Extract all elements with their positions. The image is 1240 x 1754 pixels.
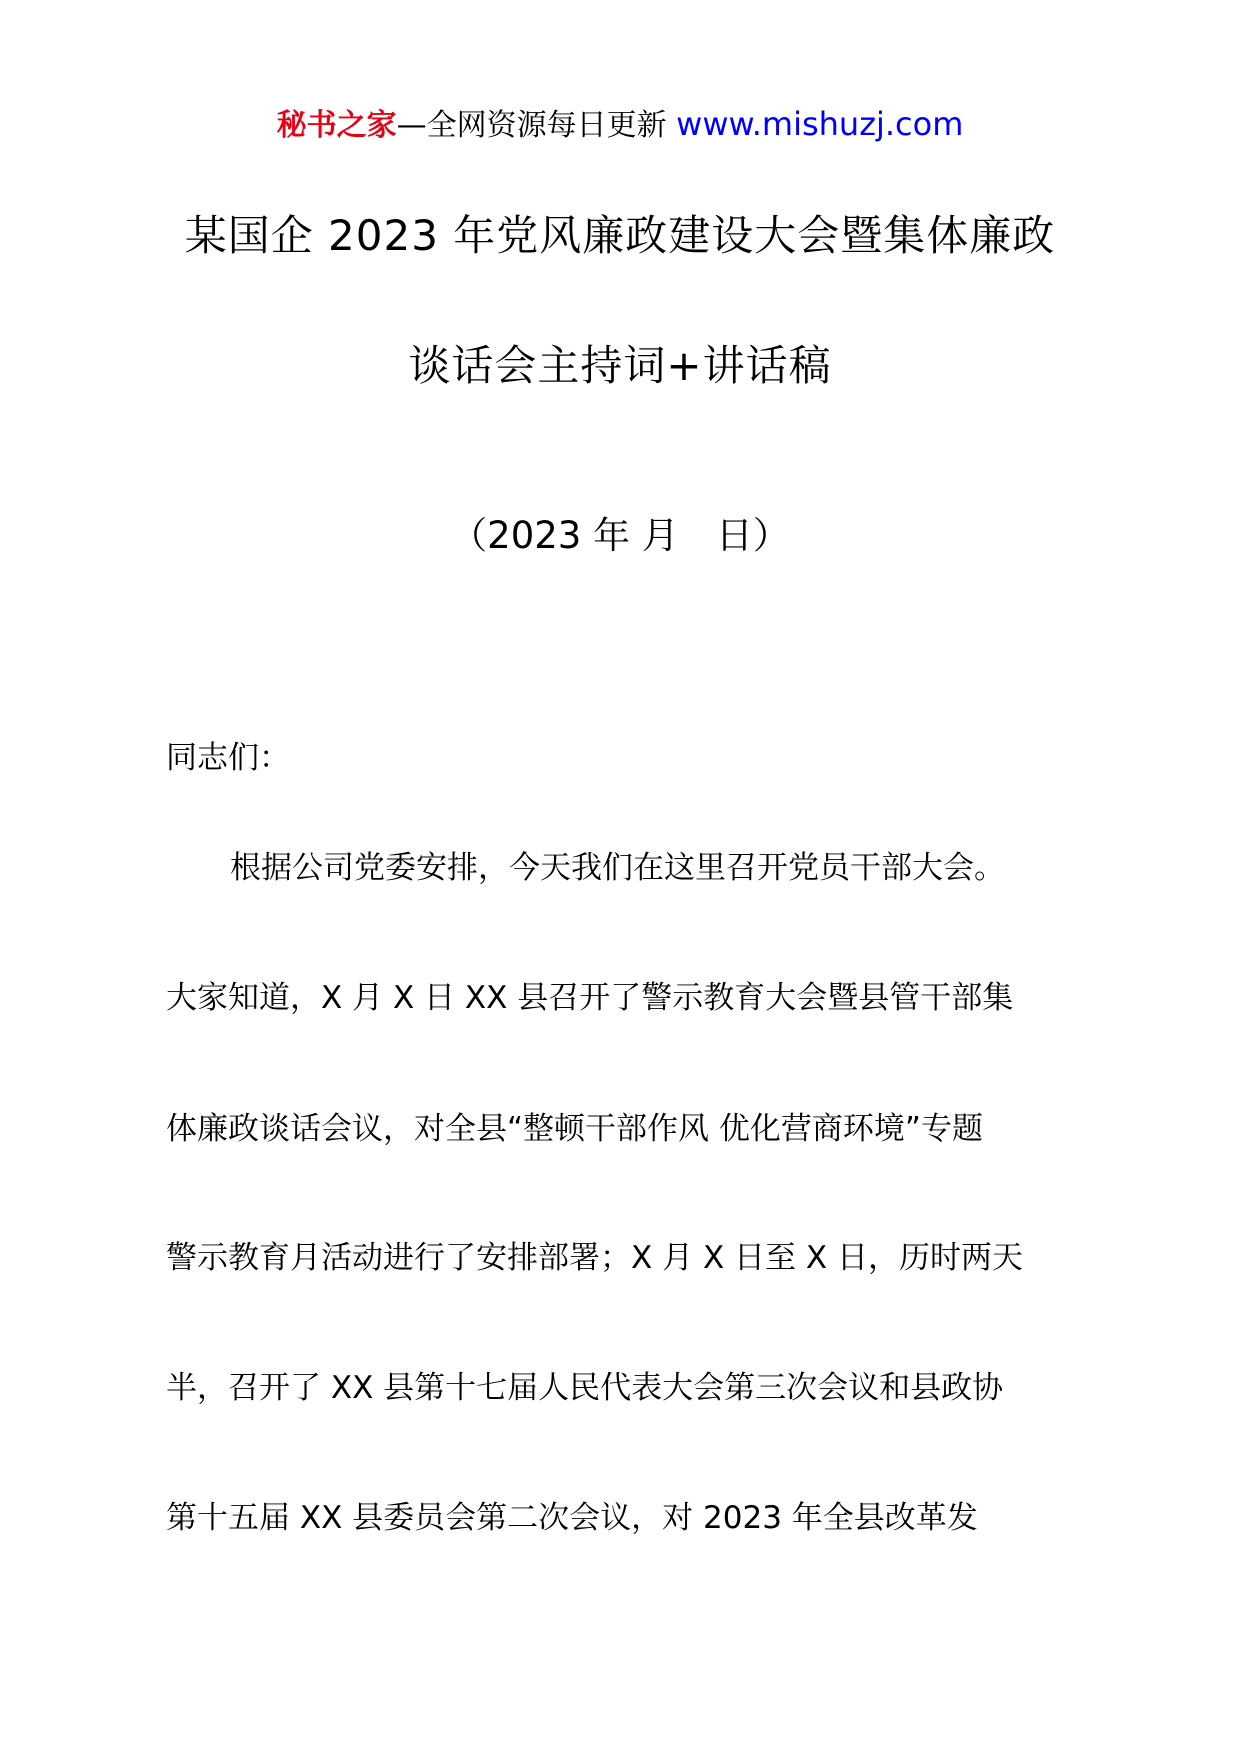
body-line-2: 大家知道，X 月 X 日 XX 县召开了警示教育大会暨县管干部集 [166,980,1014,1016]
body-line-6: 第十五届 XX 县委员会第二次会议，对 2023 年全县改革发 [166,1500,978,1536]
document-title-line-1: 某国企 2023 年党风廉政建设大会暨集体廉政 [184,211,1056,260]
body-line-5: 半，召开了 XX 县第十七届人民代表大会第三次会议和县政协 [166,1370,1004,1406]
body-line-4: 警示教育月活动进行了安排部署；X 月 X 日至 X 日，历时两天 [166,1240,1023,1276]
salutation: 同志们： [166,740,290,776]
site-url-link[interactable]: www.mishuzj.com [676,105,964,143]
site-slogan: —全网资源每日更新 [396,108,677,143]
document-title-line-2: 谈话会主持词+讲话稿 [408,341,832,390]
site-header [0,100,1240,150]
body-line-1: 根据公司党委安排，今天我们在这里召开党员干部大会。 [230,850,1005,886]
brand-name: 秘书之家 [276,108,397,143]
body-line-3: 体廉政谈话会议，对全县“整顿干部作风 优化营商环境”专题 [166,1111,983,1147]
document-date: （2023 年 月 日） [450,514,790,557]
